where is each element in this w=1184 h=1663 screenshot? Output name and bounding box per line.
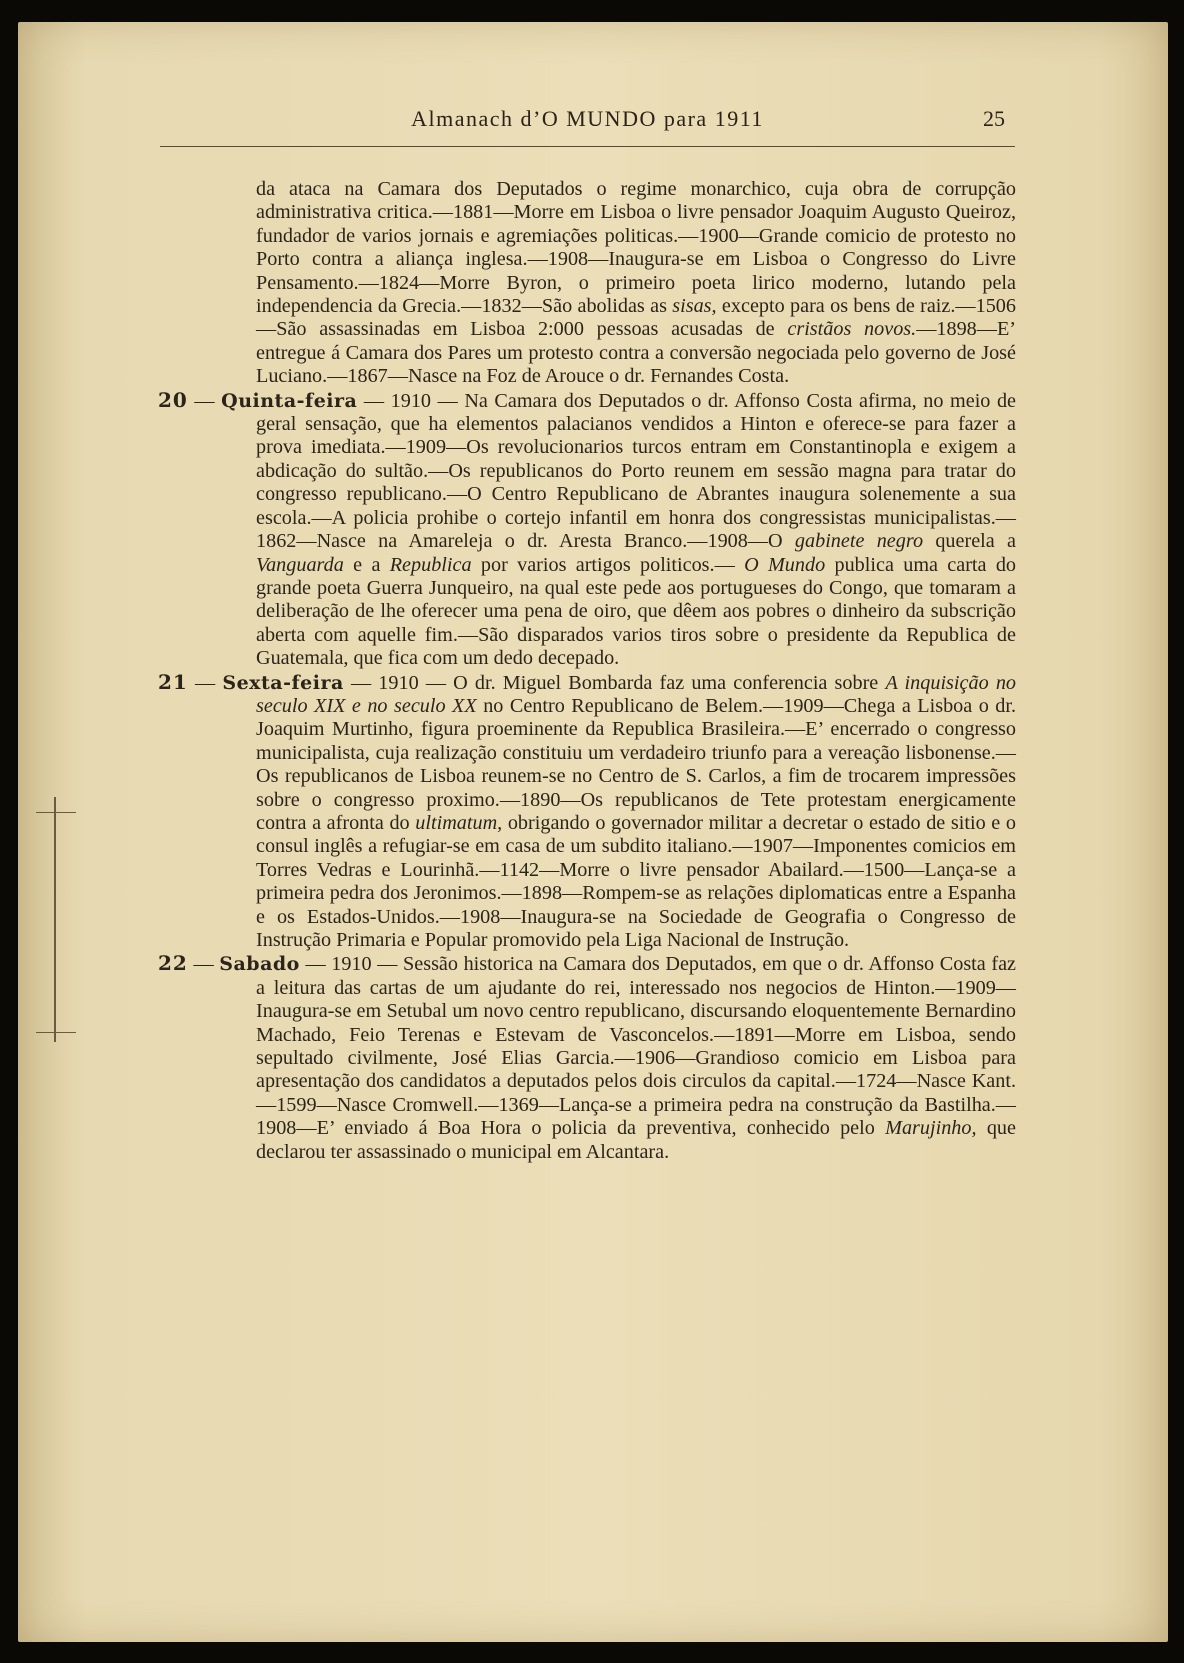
italic-text: cristãos novos. (787, 318, 917, 341)
text-run: no Centro Republicano de Belem.—1909—Chega a Lisboa o dr. Joaquim Murtinho, figura proeminente da Republica Brasileira.—E’ encerrado o congresso municipalista, cuja realização constituiu um verdadeiro triunfo para a vereação lisbonense.—Os republicanos de Lisboa reunem-se no Centro de S. Carlos, a fim de trocarem impressões sobre o congresso proximo.—1890—Os republicanos de Tete protestam energicamente contra a afronta do (256, 694, 1017, 834)
weekday-name: Sexta-feira (222, 671, 344, 694)
text-run: e a (343, 553, 390, 576)
text-run: — 1910 — Na Camara dos Deputados o dr. Affonso Costa afirma, no meio de geral sensação, que ha elementos palacianos vendidos a Hinton e oferece-se para fazer a prova imediata.—1909—Os revolucionarios turcos entram em Constantinopla e exigem a abdicação do sultão.—Os republicanos do Porto reunem em sessão magna para tratar do congresso republicano.—O Centro Republicano de Abrantes inaugura solenemente a sua escola.—A policia prohibe o cortejo infantil em honra dos congressistas municipalistas.—1862—Nasce na Amareleja o dr. Aresta Branco.—1908—O (256, 389, 1017, 553)
separator: — (187, 389, 222, 412)
text-run: por varios artigos politicos.— (471, 553, 745, 576)
binding-tick (36, 1032, 76, 1033)
page-body (158, 178, 1016, 1164)
binding-mark (54, 797, 56, 1042)
text-run: excepto para os bens de raiz.—1506—São assassinadas em Lisboa 2:000 pessoas acusadas de (256, 295, 1016, 341)
text-run: obrigando o governador militar a decretar o estado de sitio e o consul inglês a refugiar-se em casa de um subdito italiano.—1907—Imponentes comicios em Torres Vedras e Lourinhã.—1142—Morre o livre pensador Abailard.—1500—Lança-se a primeira pedra dos Jeronimos.—1898—Rompem-se as relações diplomaticas entre a Espanha e os Estados-Unidos.—1908—Inaugura-se na Sociedade de Geografia o Congresso de Instrução Primaria e Popular promovido pela Liga Nacional de Instrução. (256, 811, 1016, 951)
separator: — (187, 953, 220, 976)
italic-text: ultimatum, (415, 811, 503, 834)
text-run: publica uma carta do grande poeta Guerra Junqueiro, na qual este pede aos portugueses do Congo, que tomaram a deliberação de lhe oferecer uma pena de oiro, que dêem aos pobres o dinheiro da subscrição aberta com aquelle fim.—São disparados varios tiros sobre o presidente da Republica de Guatemala, que fica com um dedo decepado. (256, 553, 1017, 670)
day-entry (158, 389, 1016, 671)
italic-text: Republica (389, 553, 472, 576)
weekday-name: Sabado (219, 953, 300, 976)
italic-text: A inquisição no seculo XIX e no seculo XX (256, 671, 1017, 717)
text-run: da ataca na Camara dos Deputados o regime monarchico, cuja obra de corrupção administrativa critica.—1881—Morre em Lisboa o livre pensador Joaquim Augusto Queiroz, fundador de varios jornais e agremiações politicas.—1900—Grande comicio de protesto no Porto contra a aliança inglesa.—1908—Inaugura-se em Lisboa o Congresso do Livre Pensamento.—1824—Morre Byron, o primeiro poeta lirico moderno, lutando pela independencia da Grecia.—1832—São abolidas as (256, 178, 1016, 318)
italic-text: gabinete negro (794, 530, 924, 553)
day-number: 22 (158, 951, 188, 976)
text-run: que declarou ter assassinado o municipal em Alcantara. (256, 1117, 1016, 1163)
day-number: 20 (158, 387, 188, 412)
italic-text: Vanguarda (256, 553, 344, 576)
binding-tick (36, 812, 76, 813)
day-entry (158, 671, 1016, 953)
text-run: — 1910 — O dr. Miguel Bombarda faz uma conferencia sobre (343, 671, 886, 694)
day-number: 21 (158, 669, 188, 694)
running-header (160, 86, 1015, 147)
italic-text: sisas, (672, 295, 717, 318)
intro-paragraph (158, 178, 1016, 389)
page-number: 25 (983, 106, 1005, 131)
text-run: — 1910 — Sessão historica na Camara dos Deputados, em que o dr. Affonso Costa faz a leitura das cartas de um ajudante do rei, interessado nos negocios de Hinton.—1909—Inaugura-se em Setubal um novo centro republicano, discursando eloquentemente Bernardino Machado, Feio Terenas e Estevam de Vasconcelos.—1891—Morre em Lisboa, sendo sepultado civilmente, José Elias Garcia.—1906—Grandioso comicio em Lisboa para apresentação dos candidatos a deputados pelos dois circulos da capital.—1724—Nasce Kant.—1599—Nasce Cromwell.—1369—Lança-se a primeira pedra na construção da Bastilha.—1908—E’ enviado á Boa Hora o policia da preventiva, conhecido pelo (256, 953, 1016, 1140)
header-title: Almanach d’O MUNDO para 1911 (411, 106, 764, 131)
day-entry (158, 952, 1016, 1164)
text-run: querela a (923, 530, 1016, 553)
separator: — (187, 671, 223, 694)
italic-text: O Mundo (744, 553, 826, 576)
weekday-name: Quinta-feira (221, 389, 358, 412)
italic-text: Marujinho, (885, 1117, 977, 1140)
text-run: —1898—E’ entregue á Camara dos Pares um protesto contra a conversão negociada pelo governo de José Luciano.—1867—Nasce na Foz de Arouce o dr. Fernandes Costa. (256, 318, 1017, 388)
entry-list (158, 389, 1016, 1164)
